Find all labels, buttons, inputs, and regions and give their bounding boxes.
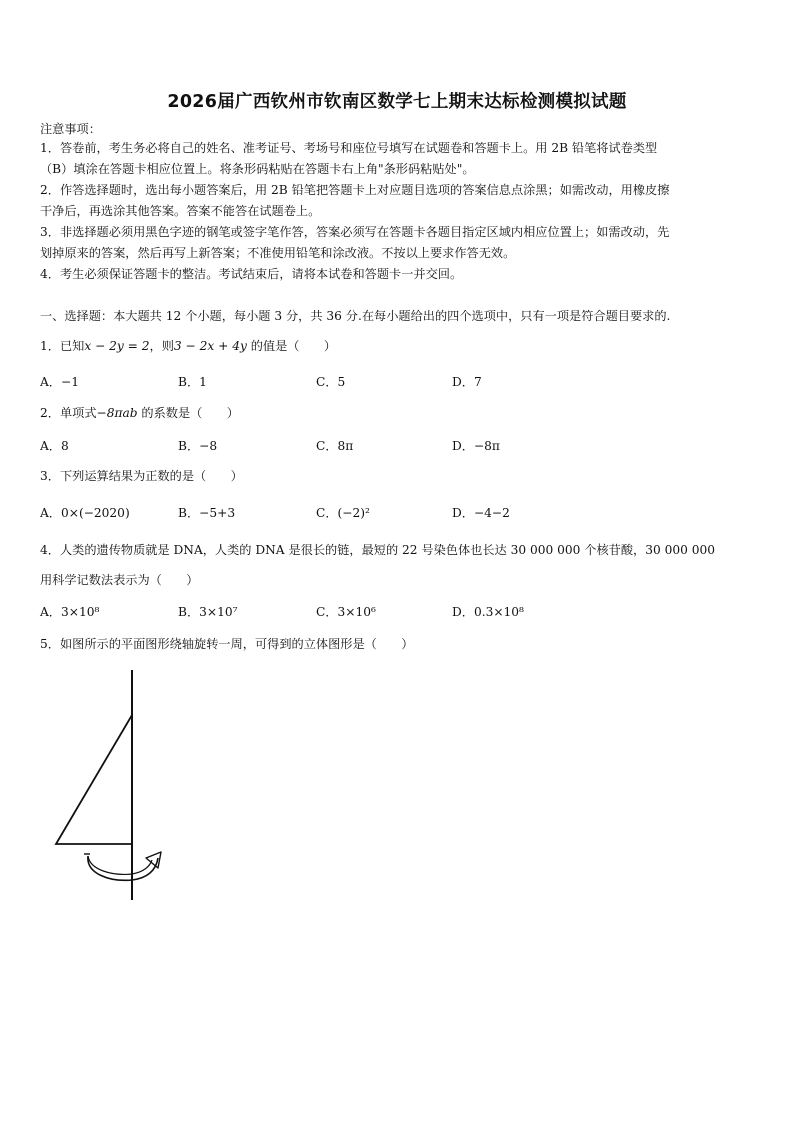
option-d: D．−4−2 <box>452 506 510 520</box>
rotation-arrow-icon <box>84 852 161 880</box>
notice-line: 4．考生必须保证答题卡的整洁。考试结束后，请将本试卷和答题卡一并交回。 <box>40 267 463 281</box>
page-title: 2026届广西钦州市钦南区数学七上期末达标检测模拟试题 <box>167 92 627 112</box>
notice-line: 1．答卷前，考生务必将自己的姓名、准考证号、考场号和座位号填写在试题卷和答题卡上。用 2B 铅笔将试卷类型 <box>40 141 658 155</box>
option-a: A．−1 <box>40 375 79 389</box>
option-c: C．5 <box>316 375 346 389</box>
question-stem-text: 的值是（ ） <box>246 339 337 353</box>
notice-line: 3．非选择题必须用黑色字迹的钢笔或签字笔作答，答案必须写在答题卡各题目指定区域内相应位置上；如需改动，先 <box>40 225 670 239</box>
notice-line: 划掉原来的答案，然后再写上新答案；不准使用铅笔和涂改液。不按以上要求作答无效。 <box>40 246 516 260</box>
question-1-stem <box>40 337 336 354</box>
question-4-stem-line2: 用科学记数法表示为（ ） <box>40 573 199 587</box>
rotation-figure <box>40 660 180 910</box>
option-d: D．0.3×10⁸ <box>452 605 524 619</box>
option-a: A．8 <box>40 439 69 453</box>
question-2-stem <box>40 404 239 421</box>
option-b: B．−5+3 <box>178 506 236 520</box>
question-3-stem: 3．下列运算结果为正数的是（ ） <box>40 469 243 483</box>
option-b: B．3×10⁷ <box>178 605 238 619</box>
notice-line: （B）填涂在答题卡相应位置上。将条形码粘贴在答题卡右上角"条形码粘贴处"。 <box>40 162 475 176</box>
option-b: B．1 <box>178 375 207 389</box>
math-expression: x − 2y = 2 <box>84 339 150 353</box>
option-d: D．7 <box>452 375 482 389</box>
question-5-stem: 5．如图所示的平面图形绕轴旋转一周，可得到的立体图形是（ ） <box>40 637 414 651</box>
notice-line: 干净后，再选涂其他答案。答案不能答在试题卷上。 <box>40 204 321 218</box>
section-heading: 一、选择题：本大题共 12 个小题，每小题 3 分，共 36 分.在每小题给出的四个选项中，只有一项是符合题目要求的. <box>40 309 671 323</box>
notice-line: 2．作答选择题时，选出每小题答案后，用 2B 铅笔把答题卡上对应题目选项的答案信息点涂黑；如需改动，用橡皮擦 <box>40 183 670 197</box>
option-c: C．3×10⁶ <box>316 605 376 619</box>
question-stem-text: ，则 <box>149 339 174 353</box>
option-c: C．(−2)² <box>316 506 370 520</box>
math-expression: 3 − 2x + 4y <box>173 339 247 353</box>
question-stem-text: 1．已知 <box>40 339 85 353</box>
option-b: B．−8 <box>178 439 218 453</box>
option-a: A．3×10⁸ <box>40 605 100 619</box>
triangle-shape <box>56 715 132 844</box>
option-a: A．0×(−2020) <box>40 506 130 520</box>
question-4-stem-line1: 4．人类的遗传物质就是 DNA，人类的 DNA 是很长的链，最短的 22 号染色体也长达 30 000 000 个核苷酸，30 000 000 <box>40 543 715 557</box>
math-expression: −8πab <box>96 406 138 420</box>
question-stem-text: 的系数是（ ） <box>137 406 239 420</box>
option-d: D．−8π <box>452 439 500 453</box>
question-stem-text: 2．单项式 <box>40 406 97 420</box>
notice-heading: 注意事项： <box>40 122 101 136</box>
option-c: C．8π <box>316 439 354 453</box>
